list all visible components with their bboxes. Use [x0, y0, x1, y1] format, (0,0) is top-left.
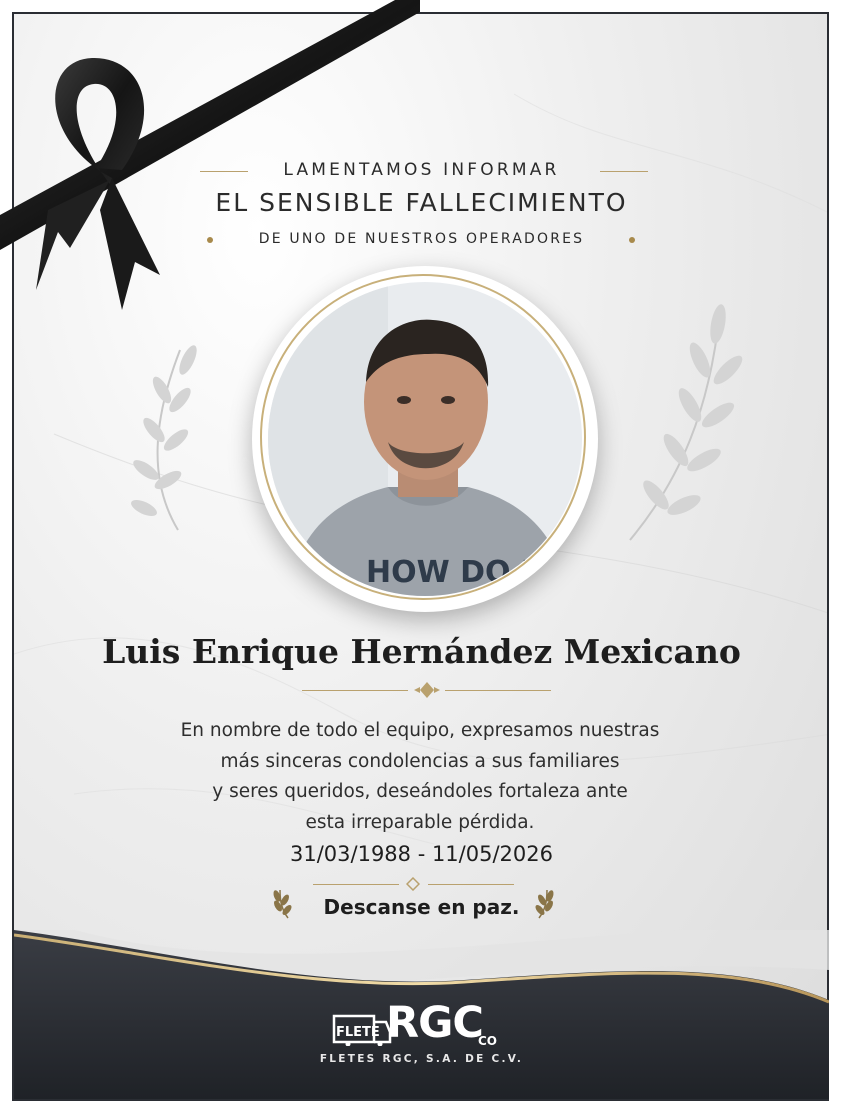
wheat-sprig-icon [533, 888, 557, 920]
diamond-ornament-icon [406, 877, 420, 891]
header-lamentamos: LAMENTAMOS INFORMAR [283, 160, 560, 180]
truck-logo-icon [330, 1002, 392, 1046]
closing-rule-right [428, 884, 514, 885]
closing-rule-left [313, 884, 399, 885]
company-name: FLETES RGC, S.A. DE C.V. [319, 1053, 524, 1065]
name-rule-right [445, 690, 551, 691]
rest-in-peace-text: Descanse en paz. [323, 895, 520, 919]
message-line: esta irreparable pérdida. [305, 811, 535, 833]
message-line: En nombre de todo el equipo, expresamos nuestras [180, 720, 660, 741]
logo-rgc: RGC [386, 998, 483, 1048]
portrait-illustration [268, 282, 582, 596]
portrait-photo [268, 282, 582, 596]
shirt-text: HOW DO I [366, 555, 533, 590]
header-subtitle: DE UNO DE NUESTROS OPERADORES [258, 231, 585, 247]
portrait-frame [252, 266, 598, 612]
laurel-branch-icon [118, 340, 198, 540]
logo-co: CO [478, 1034, 498, 1048]
laurel-branch-icon [620, 300, 750, 550]
logo-prefix: FLETE [336, 1025, 380, 1040]
header-title: EL SENSIBLE FALLECIMIENTO [215, 188, 628, 217]
name-rule-left [302, 690, 408, 691]
diamond-ornament-icon [412, 681, 442, 699]
message-line: y seres queridos, deseándoles fortaleza ante [212, 781, 628, 802]
life-dates: 31/03/1988 - 11/05/2026 [289, 842, 553, 866]
condolence-message [120, 716, 720, 838]
message-line: más sinceras condolencias a sus familiares [220, 750, 620, 772]
deceased-name: Luis Enrique Hernández Mexicano [102, 632, 741, 671]
